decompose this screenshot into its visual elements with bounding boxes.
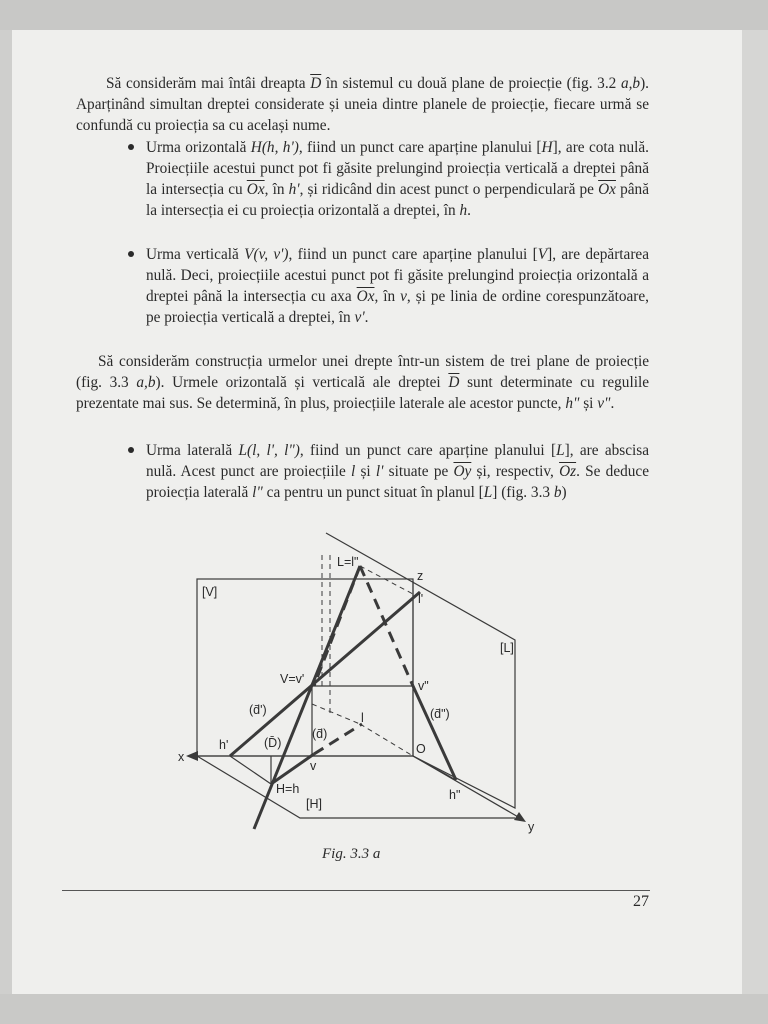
footer-rule: [62, 890, 650, 891]
bullet-text: ], are abscisa nulă. Acest punct are proiecțiile: [146, 442, 650, 480]
paragraph-text: Să considerăm mai întâi dreapta: [106, 75, 311, 92]
label-plane-V: [V]: [202, 585, 218, 599]
figure-ref: a,b: [620, 75, 641, 92]
label-l: l: [361, 711, 364, 725]
point-notation: v": [597, 395, 611, 412]
point-notation: h": [565, 395, 580, 412]
label-l-prime: l': [418, 592, 424, 606]
paragraph-text: sunt determinate cu regulile prezentate mai sus. Se determină, în plus, proiecțiile laterale ale acestor puncte,: [76, 374, 649, 412]
line-d-space: [254, 566, 360, 829]
label-z: z: [417, 569, 424, 583]
projection-line-dashed: [312, 704, 360, 724]
bullet-text: , și pe linia de ordine corespunzătoare, pe proiecția verticală a dreptei, în: [146, 288, 650, 326]
bullet-text: .: [364, 309, 369, 326]
plane-notation: L: [556, 442, 565, 459]
lateral-projection-dashed: [360, 566, 413, 686]
point-notation: L(l, l', l"): [238, 442, 300, 459]
bullet-text: ca pentru un punct situat în planul [: [262, 484, 484, 501]
plane-notation: V: [537, 246, 548, 263]
label-d-prime: (d̄'): [249, 703, 267, 717]
bullet-text: situate pe: [383, 463, 454, 480]
bullet-text: ], are depărtarea nulă. Deci, proiecțiile acestui punct pot fi găsite prelungind proiecția orizontală a dreptei până la intersecția cu axa: [146, 246, 650, 305]
bullet-text: Urma verticală: [146, 246, 245, 263]
label-L-l-double-prime: L=l": [337, 555, 359, 569]
paragraph-text: ). Urmele orizontală și verticală ale dreptei: [155, 374, 449, 391]
lateral-projection-d-double-prime: [413, 686, 456, 780]
label-V-v-prime: V=v': [280, 672, 305, 686]
point-notation: V(v, v'): [244, 246, 289, 263]
label-v: v: [310, 759, 317, 773]
point-notation: H(h, h'): [250, 139, 299, 156]
paragraph-text: Să considerăm construcția urmelor unei drepte într-un sistem de trei plane de proiecție (fig. 3.3: [76, 353, 649, 391]
bullet-text: , fiind un punct care aparține planului [: [299, 442, 557, 459]
projection-line-dashed: [360, 724, 413, 756]
point-notation: v: [400, 288, 407, 305]
paragraph-text: în sistemul cu două plane de proiecție (fig. 3.2: [321, 75, 621, 92]
label-H-h: H=h: [276, 782, 300, 796]
point-notation: h: [459, 202, 468, 219]
label-h-prime: h': [219, 738, 229, 752]
axis-notation: $\overline{Ox}$: [598, 181, 616, 198]
bullet-text: , în: [264, 181, 289, 198]
plane-notation: L: [483, 484, 493, 501]
x-axis-arrow: [186, 751, 198, 761]
label-d: (d̄): [312, 727, 328, 741]
bullet-text: , fiind un punct care aparține planului [: [298, 139, 542, 156]
line-symbol-d: $\overline{D}$: [310, 75, 322, 92]
paragraph-text: și: [579, 395, 598, 412]
bullet-text: Urma laterală: [146, 442, 239, 459]
figure-ref: a,b: [136, 374, 156, 391]
bullet-text: , și ridicând din acest punct o perpendiculară pe: [299, 181, 599, 198]
vertical-plane-outline: [197, 579, 413, 756]
axis-notation: $\overline{Oz}$: [559, 463, 577, 480]
bullet-text: până la intersecția ei cu proiecția orizontală a dreptei, în: [146, 181, 649, 219]
figure-caption: Fig. 3.3 a: [322, 846, 381, 862]
point-notation: l': [375, 463, 384, 480]
label-x: x: [178, 750, 185, 764]
bullet-text: .: [467, 202, 471, 219]
bullet-text: , fiind un punct care aparține planului [: [288, 246, 538, 263]
point-notation: l": [252, 484, 263, 501]
label-d-double-prime: (d̄"): [430, 707, 450, 721]
bullet-text: ] (fig. 3.3: [492, 484, 554, 501]
axis-notation: $\overline{Ox}$: [356, 288, 375, 305]
paragraph-text: .: [610, 395, 615, 412]
bullet-text: Urma orizontală: [146, 139, 251, 156]
bullet-text: ], are cota nulă. Proiecțiile acestui punct pot fi găsite prelungind proiecția verticală a dreptei până la intersecția cu: [146, 139, 650, 198]
bullet-text: și: [355, 463, 376, 480]
y-axis-arrow: [514, 812, 526, 822]
point-notation: l: [350, 463, 356, 480]
label-h-double-prime: h": [449, 788, 461, 802]
axis-notation: $\overline{Oy}$: [453, 463, 472, 480]
label-plane-H: [H]: [306, 797, 322, 811]
projection-line-dashed: [360, 566, 413, 594]
figure-ref: b: [553, 484, 562, 501]
bullet-text: , în: [374, 288, 401, 305]
plane-notation: H: [541, 139, 553, 156]
label-O: O: [416, 742, 426, 756]
bullet-text: ): [561, 484, 567, 501]
point-notation: v': [354, 309, 365, 326]
label-plane-L: [L]: [500, 641, 514, 655]
label-y: y: [528, 820, 535, 834]
paragraph-text: ). Aparținând simultan dreptei considerate și uneia dintre planele de proiecție, fiecare urmă se confundă cu proiecția sa cu același nume.: [76, 75, 649, 134]
line-symbol-d: $\overline{D}$: [448, 374, 460, 391]
label-v-double-prime: v": [418, 679, 429, 693]
label-D: (D̄): [264, 736, 282, 750]
axis-notation: $\overline{Ox}$: [246, 181, 265, 198]
page-number: 27: [633, 893, 649, 910]
bullet-text: . Se deduce proiecția laterală: [146, 463, 649, 501]
point-notation: h': [288, 181, 300, 198]
bullet-text: și, respectiv,: [471, 463, 560, 480]
